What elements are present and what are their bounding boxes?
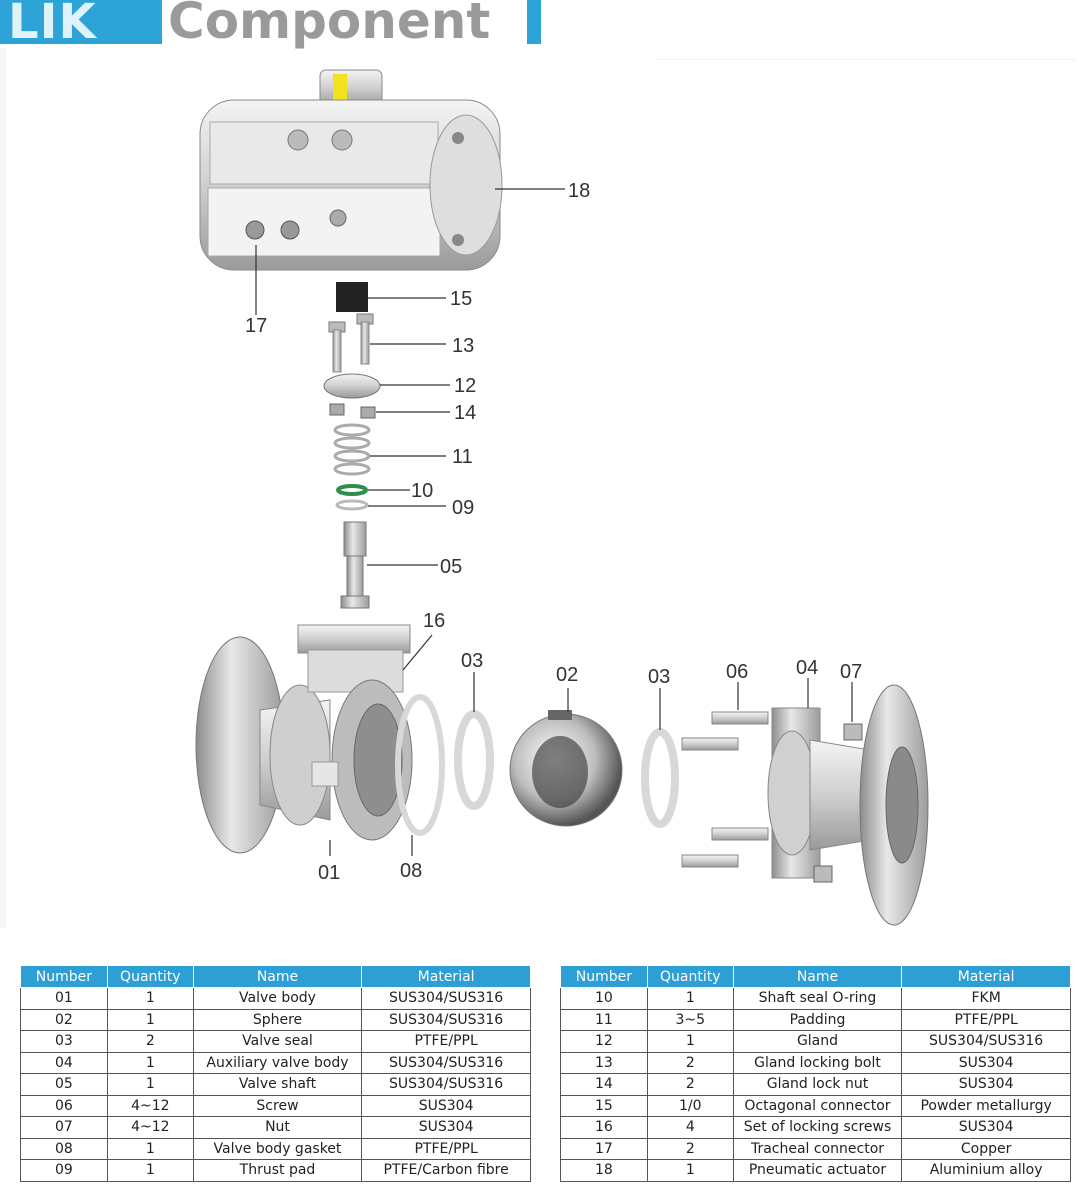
cell-name: Octagonal connector: [733, 1095, 902, 1117]
cell-quantity: 1: [107, 1009, 193, 1031]
callout-05: 05: [440, 556, 463, 578]
cell-number: 06: [21, 1095, 108, 1117]
table-row: [561, 1052, 1071, 1074]
cell-quantity: 1/0: [647, 1095, 733, 1117]
table-header-row: [21, 966, 531, 988]
cell-number: 13: [561, 1052, 648, 1074]
cell-quantity: 1: [107, 1052, 193, 1074]
cell-material: PTFE/Carbon fibre: [362, 1160, 531, 1182]
cell-name: Gland lock nut: [733, 1074, 902, 1096]
padding-rings: [335, 425, 369, 474]
cell-quantity: 1: [107, 1138, 193, 1160]
parts-table-left: [20, 965, 531, 1182]
callout-13: 13: [452, 335, 475, 357]
cell-material: PTFE/PPL: [362, 1138, 531, 1160]
gland-locking-bolts: [329, 314, 373, 372]
brand-header: [0, 0, 545, 50]
cell-material: SUS304: [902, 1117, 1071, 1139]
cell-quantity: 4~12: [107, 1117, 193, 1139]
cell-number: 11: [561, 1009, 648, 1031]
cell-number: 04: [21, 1052, 108, 1074]
col-header-material: Material: [362, 966, 531, 988]
callout-10: 10: [411, 480, 434, 502]
callout-03-left: 03: [461, 650, 484, 672]
parts-table-right: [560, 965, 1071, 1182]
cell-number: 08: [21, 1138, 108, 1160]
cell-name: Tracheal connector: [733, 1138, 902, 1160]
cell-material: Aluminium alloy: [902, 1160, 1071, 1182]
cell-material: SUS304: [902, 1074, 1071, 1096]
callout-18: 18: [568, 180, 591, 202]
cell-name: Auxiliary valve body: [193, 1052, 362, 1074]
cell-number: 05: [21, 1074, 108, 1096]
valve-seal: [645, 732, 675, 824]
cell-name: Nut: [193, 1117, 362, 1139]
valve-body: [196, 625, 412, 853]
callout-15: 15: [450, 288, 473, 310]
cell-material: SUS304/SUS316: [902, 1031, 1071, 1053]
callout-04: 04: [796, 657, 819, 679]
header-accent-bar: [527, 0, 541, 44]
pneumatic-actuator: [200, 70, 502, 270]
table-row: [21, 1138, 531, 1160]
cell-name: Padding: [733, 1009, 902, 1031]
cell-name: Gland locking bolt: [733, 1052, 902, 1074]
table-row: [21, 1095, 531, 1117]
table-row: [561, 1074, 1071, 1096]
cell-quantity: 2: [107, 1031, 193, 1053]
col-header-quantity: Quantity: [107, 966, 193, 988]
cell-quantity: 4: [647, 1117, 733, 1139]
cell-name: Shaft seal O-ring: [733, 988, 902, 1010]
cell-material: PTFE/PPL: [902, 1009, 1071, 1031]
cell-name: Pneumatic actuator: [733, 1160, 902, 1182]
cell-material: SUS304: [902, 1052, 1071, 1074]
col-header-name: Name: [193, 966, 362, 988]
sphere: [510, 710, 622, 826]
callout-02: 02: [556, 664, 579, 686]
cell-number: 02: [21, 1009, 108, 1031]
table-row: [561, 1009, 1071, 1031]
callout-16: 16: [423, 610, 446, 632]
callout-01: 01: [318, 862, 341, 884]
callout-06: 06: [726, 661, 749, 683]
octagonal-connector: [336, 282, 368, 312]
exploded-valve-diagram: [0, 60, 1081, 940]
cell-material: FKM: [902, 988, 1071, 1010]
logo-text: LIK: [8, 0, 97, 50]
cell-number: 14: [561, 1074, 648, 1096]
cell-quantity: 2: [647, 1074, 733, 1096]
col-header-number: Number: [561, 966, 648, 988]
logo-badge: [0, 0, 162, 50]
cell-number: 01: [21, 988, 108, 1010]
table-row: [21, 988, 531, 1010]
cell-material: Powder metallurgy: [902, 1095, 1071, 1117]
callout-08: 08: [400, 860, 423, 882]
table-row: [21, 1117, 531, 1139]
cell-number: 10: [561, 988, 648, 1010]
cell-material: SUS304/SUS316: [362, 1009, 531, 1031]
cell-quantity: 1: [647, 988, 733, 1010]
cell-quantity: 1: [107, 1160, 193, 1182]
table-row: [561, 1031, 1071, 1053]
cell-name: Valve body gasket: [193, 1138, 362, 1160]
nut: [844, 724, 862, 740]
table-row: [21, 1009, 531, 1031]
table-row: [21, 1074, 531, 1096]
callout-12: 12: [454, 375, 477, 397]
cell-number: 18: [561, 1160, 648, 1182]
callout-17: 17: [245, 315, 268, 337]
cell-material: SUS304/SUS316: [362, 1074, 531, 1096]
brand-name: Component: [168, 0, 491, 50]
col-header-name: Name: [733, 966, 902, 988]
table-row: [561, 1095, 1071, 1117]
cell-name: Gland: [733, 1031, 902, 1053]
cell-name: Thrust pad: [193, 1160, 362, 1182]
cell-material: SUS304: [362, 1117, 531, 1139]
cell-material: SUS304/SUS316: [362, 988, 531, 1010]
cell-number: 12: [561, 1031, 648, 1053]
callout-11: 11: [452, 446, 473, 468]
table-header-row: [561, 966, 1071, 988]
gland-lock-nut: [361, 407, 375, 418]
col-header-quantity: Quantity: [647, 966, 733, 988]
cell-name: Screw: [193, 1095, 362, 1117]
col-header-material: Material: [902, 966, 1071, 988]
cell-quantity: 2: [647, 1138, 733, 1160]
table-row: [21, 1052, 531, 1074]
cell-number: 09: [21, 1160, 108, 1182]
cell-material: PTFE/PPL: [362, 1031, 531, 1053]
cell-name: Valve seal: [193, 1031, 362, 1053]
cell-material: SUS304: [362, 1095, 531, 1117]
thrust-pad: [337, 501, 367, 509]
table-row: [21, 1031, 531, 1053]
table-row: [21, 1160, 531, 1182]
cell-quantity: 1: [107, 1074, 193, 1096]
cell-number: 03: [21, 1031, 108, 1053]
callout-14: 14: [454, 402, 477, 424]
cell-name: Sphere: [193, 1009, 362, 1031]
screws: [682, 712, 768, 867]
callout-03-right: 03: [648, 666, 671, 688]
cell-quantity: 1: [107, 988, 193, 1010]
cell-quantity: 2: [647, 1052, 733, 1074]
cell-name: Valve body: [193, 988, 362, 1010]
shaft-seal-o-ring: [338, 486, 366, 494]
callout-09: 09: [452, 497, 475, 519]
table-row: [561, 1117, 1071, 1139]
valve-seal: [458, 714, 490, 806]
cell-number: 16: [561, 1117, 648, 1139]
cell-quantity: 4~12: [107, 1095, 193, 1117]
gland: [324, 374, 380, 398]
cell-quantity: 3~5: [647, 1009, 733, 1031]
cell-number: 15: [561, 1095, 648, 1117]
auxiliary-valve-body: [768, 685, 928, 925]
callout-07: 07: [840, 661, 863, 683]
cell-material: Copper: [902, 1138, 1071, 1160]
valve-shaft: [341, 522, 369, 608]
col-header-number: Number: [21, 966, 108, 988]
table-row: [561, 988, 1071, 1010]
table-row: [561, 1138, 1071, 1160]
cell-material: SUS304/SUS316: [362, 1052, 531, 1074]
cell-number: 07: [21, 1117, 108, 1139]
cell-quantity: 1: [647, 1031, 733, 1053]
cell-name: Valve shaft: [193, 1074, 362, 1096]
cell-name: Set of locking screws: [733, 1117, 902, 1139]
table-row: [561, 1160, 1071, 1182]
cell-number: 17: [561, 1138, 648, 1160]
gland-lock-nut: [330, 404, 344, 415]
nut: [814, 866, 832, 882]
cell-quantity: 1: [647, 1160, 733, 1182]
